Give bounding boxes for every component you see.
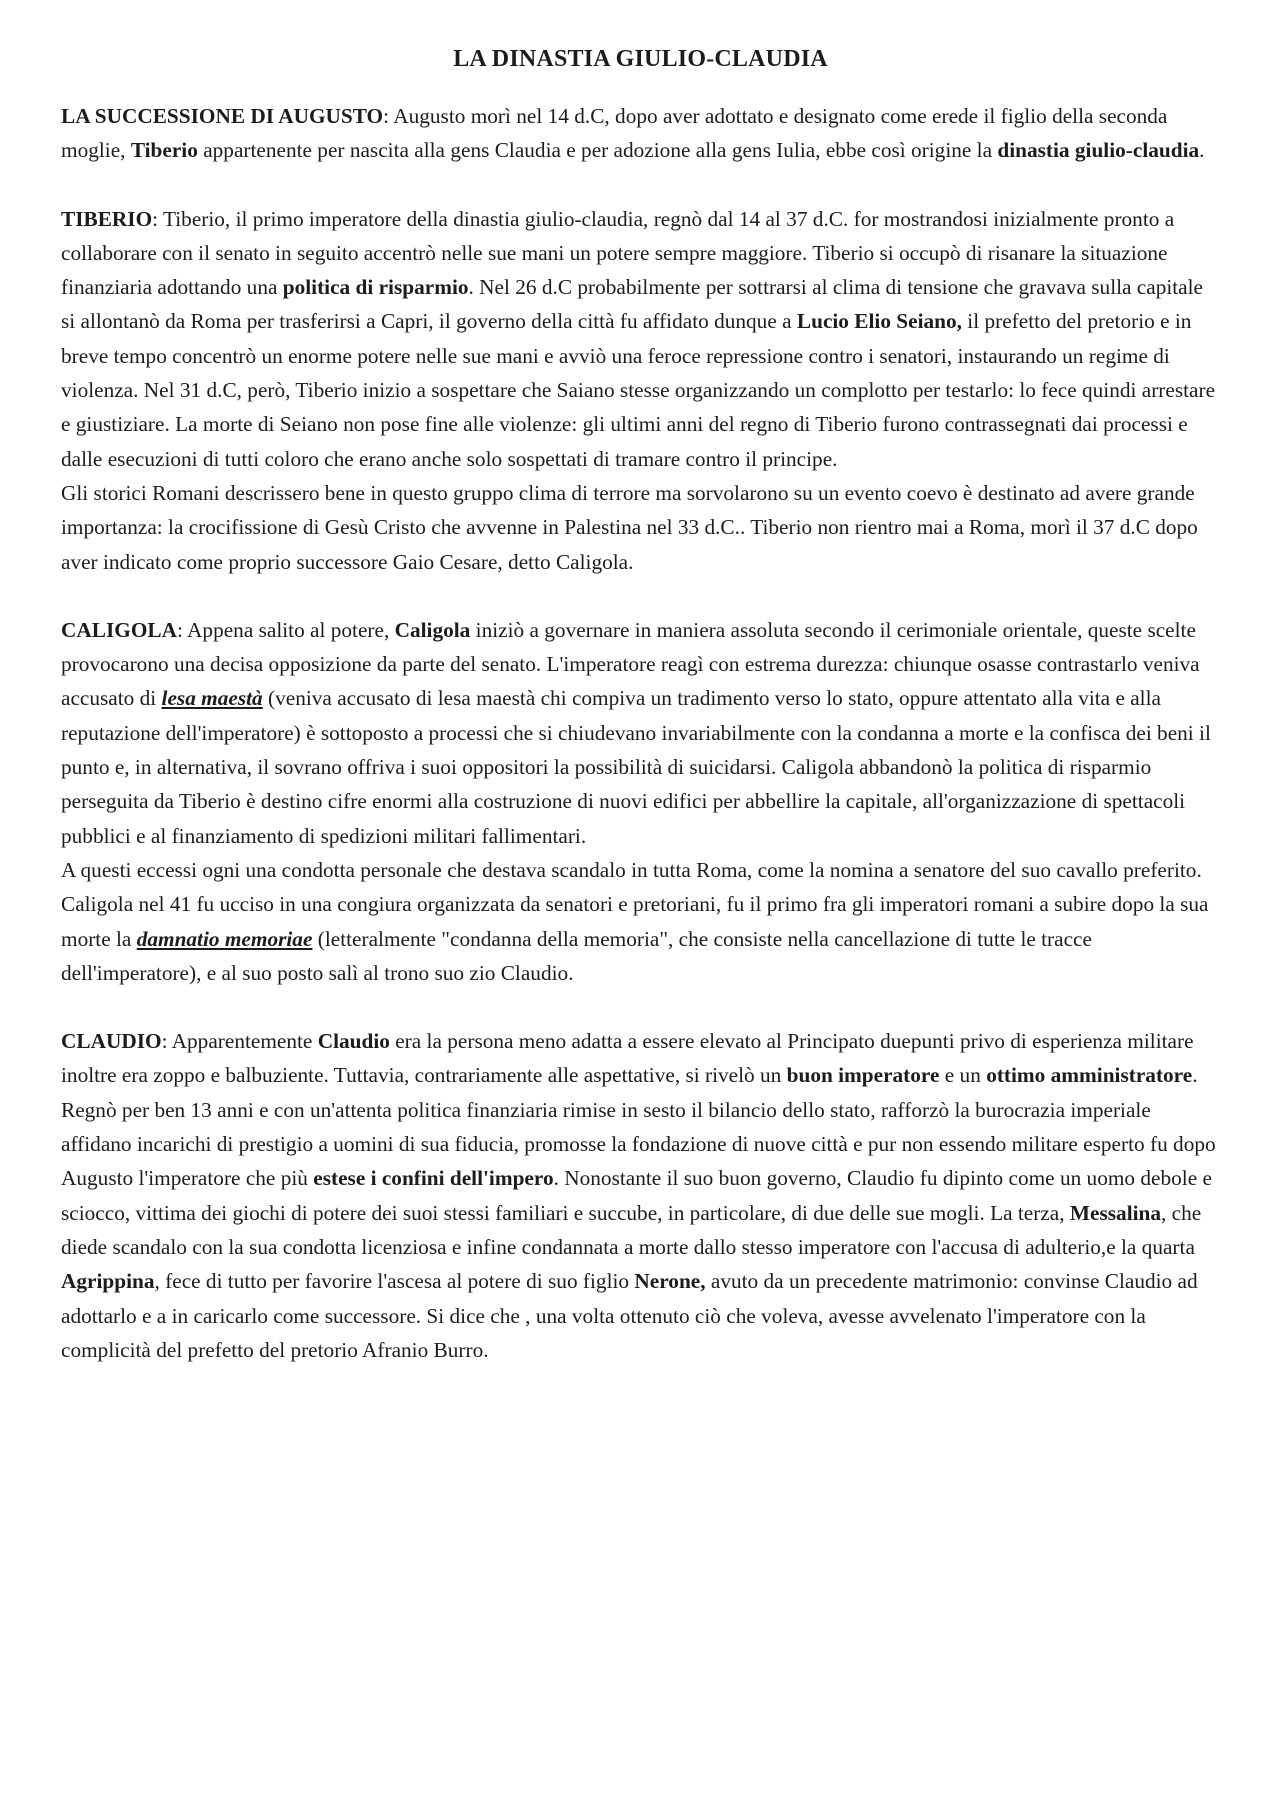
section-text: : Tiberio, il primo imperatore della dinastia giulio-claudia, regnò dal 14 al 37 d.C. for mostrandosi inizialmente pronto a collaborare con il senato in seguito accentrò nelle sue mani un potere sempre maggiore. Tiberio si occupò di risanare la situazione finanziaria adottando una <box>61 206 1175 300</box>
bold-term: Lucio Elio Seiano, <box>796 309 962 334</box>
section-text: iniziò a governare in maniera assoluta secondo il cerimoniale orientale, queste scelte provocarono una decisa opposizione da parte del senato. L'imperatore reagì con estrema durezza: chiunque osasse contrastarlo veniva accusato di <box>61 617 1200 711</box>
section-caligola <box>61 613 1220 853</box>
bold-term: ottimo amministratore <box>986 1063 1193 1088</box>
section-text: : Augusto morì nel 14 d.C, dopo aver adottato e designato come erede il figlio della seconda moglie, <box>61 104 1168 163</box>
section-text: . Nel 26 d.C probabilmente per sottrarsi al clima di tensione che gravava sulla capitale si allontanò da Roma per trasferirsi a Capri, il governo della città fu affidato dunque a <box>61 275 1204 334</box>
section-text: (veniva accusato di lesa maestà chi compiva un tradimento verso lo stato, oppure attentato alla vita e alla reputazione dell'imperatore) è sottoposto a processi che si chiudevano invariabilmente con la condanna a morte e la confisca dei beni il punto e, in alternativa, il sovrano offriva i suoi oppositori la possibilità di suicidarsi. Caligola abbandonò la politica di risparmio perseguita da Tiberio è destino cifre enormi alla costruzione di nuovi edifici per abbellire la capitale, all'organizzazione di spettacoli pubblici e al finanziamento di spedizioni militari fallimentari. <box>61 686 1211 848</box>
section-heading: CALIGOLA <box>61 617 177 642</box>
bold-term: Caligola <box>394 617 471 642</box>
section-tiberio <box>61 202 1220 476</box>
section-heading: CLAUDIO <box>61 1029 162 1054</box>
section-text: . Regnò per ben 13 anni e con un'attenta politica finanziaria rimise in sesto il bilancio dello stato, rafforzò la burocrazia imperiale affidano incarichi di prestigio a uomini di sua fiducia, promosse la fondazione di nuove città e pur non essendo militare esperto fu dopo Augusto l'imperatore che più <box>61 1063 1216 1191</box>
bold-term: buon imperatore <box>786 1063 940 1088</box>
bold-term: politica di risparmio <box>282 275 469 300</box>
section-text: : Apparentemente <box>161 1029 318 1054</box>
section-text: il prefetto del pretorio e in breve tempo concentrò un enorme potere nelle sue mani e avviò una feroce repressione contro i senatori, instaurando un regime di violenza. Nel 31 d.C, però, Tiberio inizio a sospettare che Saiano stesse organizzando un complotto per testarlo: lo fece quindi arrestare e giustiziare. La morte di Seiano non pose fine alle violenze: gli ultimi anni del regno di Tiberio furono contrassegnati dai processi e dalle esecuzioni di tutti coloro che erano anche solo sospettati di tramare contro il principe. <box>61 309 1216 471</box>
section-text: avuto da un precedente matrimonio: convinse Claudio ad adottarlo e a in caricarlo come successore. Si dice che , una volta ottenuto ciò che voleva, avesse avvelenato l'imperatore con la complicità del prefetto del pretorio Afranio Burro. <box>61 1269 1198 1362</box>
section-text: . <box>1199 138 1205 163</box>
bold-term: Claudio <box>317 1029 390 1054</box>
bold-term: dinastia giulio-claudia <box>997 138 1200 163</box>
bold-term: Tiberio <box>130 138 198 163</box>
section-caligola-continued <box>61 853 1220 990</box>
section-text: e un <box>939 1063 987 1088</box>
bold-term: Nerone, <box>634 1269 706 1294</box>
section-heading: LA SUCCESSIONE DI AUGUSTO <box>61 104 384 128</box>
bold-term: Messalina <box>1069 1200 1162 1225</box>
emphasized-term: lesa maestà <box>161 686 263 711</box>
page-title: LA DINASTIA GIULIO-CLAUDIA <box>453 46 828 72</box>
bold-term: Agrippina <box>61 1269 155 1294</box>
section-tiberio-continued: Gli storici Romani descrissero bene in questo gruppo clima di terrore ma sorvolarono su un evento coevo è destinato ad avere grande importanza: la crocifissione di Gesù Cristo che avvenne in Palestina nel 33 d.C.. Tiberio non rientro mai a Roma, morì il 37 d.C dopo aver indicato come proprio successore Gaio Cesare, detto Caligola. <box>61 480 1198 574</box>
section-text: . Nonostante il suo buon governo, Claudio fu dipinto come un uomo debole e sciocco, vittima dei giochi di potere dei suoi stessi familiari e succube, in particolare, di due delle sue mogli. La terza, <box>61 1166 1212 1225</box>
emphasized-term: damnatio memoriae <box>136 926 313 951</box>
section-augusto <box>61 99 1220 168</box>
section-text: , che diede scandalo con la sua condotta licenziosa e infine condannata a morte dallo stesso imperatore con l'accusa di adulterio,e la quarta <box>61 1200 1202 1259</box>
bold-term: estese i confini dell'impero <box>313 1166 554 1191</box>
section-text: : Appena salito al potere, <box>176 617 395 642</box>
section-text: A questi eccessi ogni una condotta personale che destava scandalo in tutta Roma, come la nomina a senatore del suo cavallo preferito. Caligola nel 41 fu ucciso in una congiura organizzata da senatori e pretoriani, fu il primo fra gli imperatori romani a subire dopo la sua morte la <box>61 857 1209 951</box>
section-claudio <box>61 1024 1220 1367</box>
section-text: (letteralmente "condanna della memoria", che consiste nella cancellazione di tutte le tracce dell'imperatore), e al suo posto salì al trono suo zio Claudio. <box>61 926 1092 985</box>
section-text: era la persona meno adatta a essere elevato al Principato duepunti privo di esperienza militare inoltre era zoppo e balbuziente. Tuttavia, contrariamente alle aspettative, si rivelò un <box>61 1029 1194 1088</box>
section-heading: TIBERIO <box>61 206 153 231</box>
section-text: , fece di tutto per favorire l'ascesa al potere di suo figlio <box>154 1269 635 1294</box>
section-text: appartenente per nascita alla gens Claudia e per adozione alla gens Iulia, ebbe così origine la <box>197 138 998 163</box>
